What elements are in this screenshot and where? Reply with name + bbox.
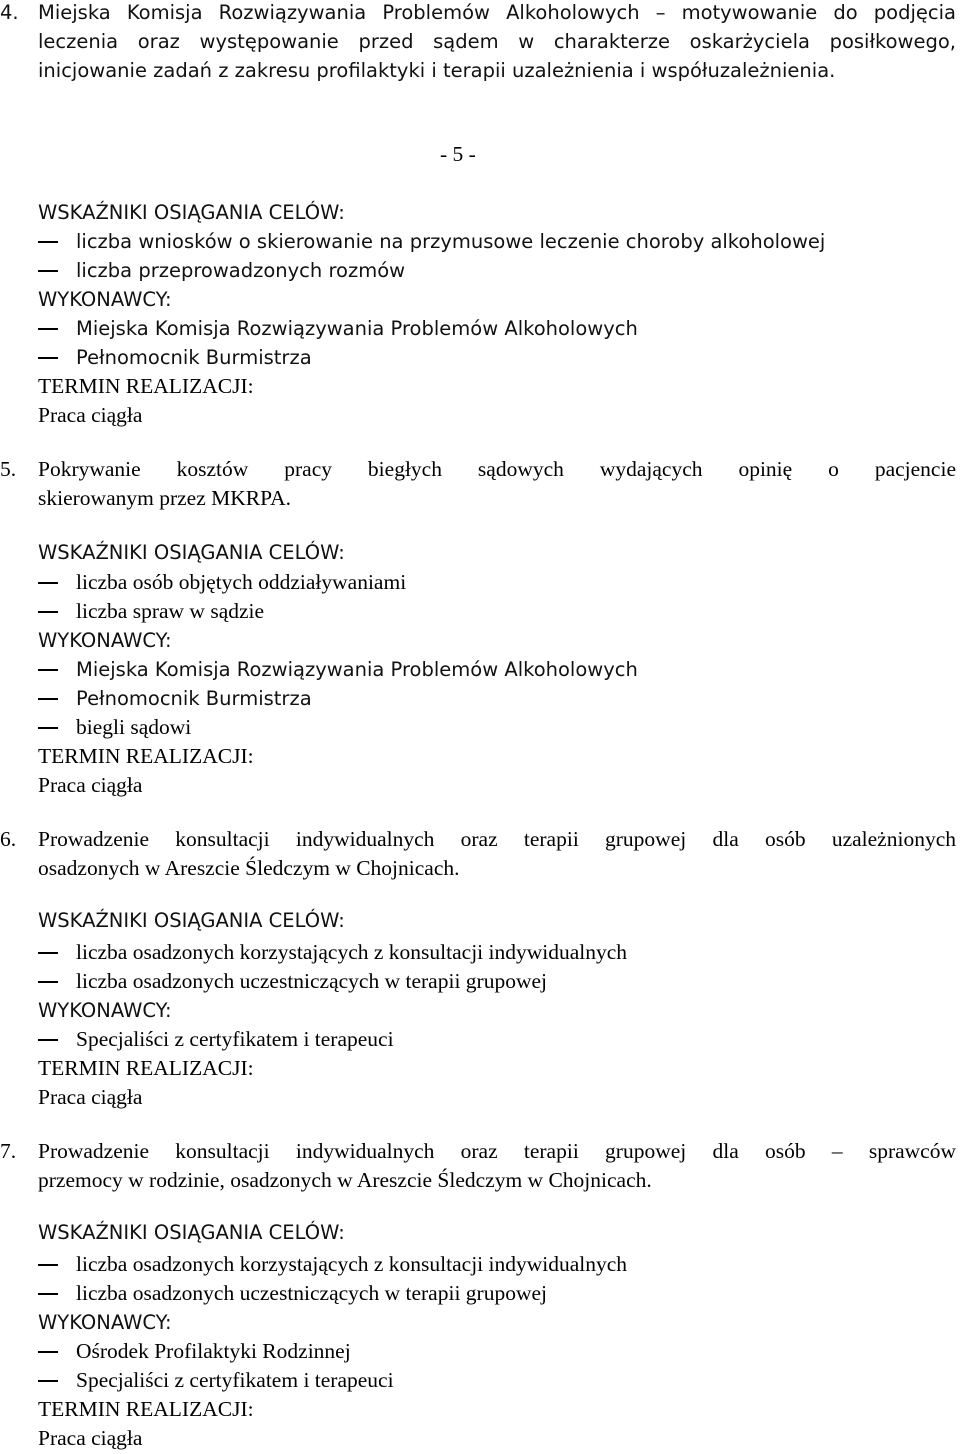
item-4-text-line-2: leczenia oraz występowanie przed sądem w charakterze oskarżyciela posiłkowego, — [38, 30, 956, 53]
item-6-text-line-2: osadzonych w Areszcie Śledczym w Chojnicach. — [38, 856, 460, 880]
indicators-heading: WSKAŹNIKI OSIĄGANIA CELÓW: — [38, 541, 345, 564]
bullet-dash — [38, 270, 58, 272]
deadline-heading: TERMIN REALIZACJI: — [38, 374, 254, 398]
item-6-number: 6. — [0, 827, 17, 851]
indicators-heading: WSKAŹNIKI OSIĄGANIA CELÓW: — [38, 201, 345, 224]
executor-item: Specjaliści z certyfikatem i terapeuci — [76, 1027, 394, 1051]
deadline-value: Praca ciągła — [38, 773, 143, 797]
indicator-item: liczba osadzonych uczestniczących w terapii grupowej — [76, 969, 547, 993]
item-7-text-line-2: przemocy w rodzinie, osadzonych w Areszcie Śledczym w Chojnicach. — [38, 1168, 652, 1192]
executors-heading: WYKONAWCY: — [38, 629, 172, 652]
indicator-item: liczba osób objętych oddziaływaniami — [76, 570, 407, 594]
deadline-value: Praca ciągła — [38, 403, 143, 427]
item-4-text-line-1: Miejska Komisja Rozwiązywania Problemów Alkoholowych – motywowanie do podjęcia — [38, 1, 956, 24]
executors-heading: WYKONAWCY: — [38, 288, 172, 311]
indicators-heading: WSKAŹNIKI OSIĄGANIA CELÓW: — [38, 909, 345, 932]
bullet-dash — [38, 1293, 58, 1295]
item-4-text-line-3: inicjowanie zadań z zakresu profilaktyki i terapii uzależnienia i współuzależnienia. — [38, 59, 836, 82]
indicator-item: liczba osadzonych uczestniczących w terapii grupowej — [76, 1281, 547, 1305]
executor-item: Miejska Komisja Rozwiązywania Problemów Alkoholowych — [76, 658, 638, 681]
bullet-dash — [38, 698, 58, 700]
bullet-dash — [38, 1264, 58, 1266]
deadline-value: Praca ciągła — [38, 1085, 143, 1109]
deadline-heading: TERMIN REALIZACJI: — [38, 1397, 254, 1421]
executor-item: Pełnomocnik Burmistrza — [76, 346, 312, 369]
deadline-heading: TERMIN REALIZACJI: — [38, 744, 254, 768]
item-7-number: 7. — [0, 1139, 17, 1163]
bullet-dash — [38, 582, 58, 584]
indicators-heading: WSKAŹNIKI OSIĄGANIA CELÓW: — [38, 1221, 345, 1244]
bullet-dash — [38, 1351, 58, 1353]
bullet-dash — [38, 241, 58, 243]
bullet-dash — [38, 981, 58, 983]
deadline-value: Praca ciągła — [38, 1426, 143, 1450]
item-6-text-line-1: Prowadzenie konsultacji indywidualnych oraz terapii grupowej dla osób uzależnionych — [38, 827, 956, 851]
item-5-text-line-1: Pokrywanie kosztów pracy biegłych sądowych wydających opinię o pacjencie — [38, 457, 956, 481]
indicator-item: liczba wniosków o skierowanie na przymusowe leczenie choroby alkoholowej — [76, 230, 826, 253]
executor-item: Pełnomocnik Burmistrza — [76, 687, 312, 710]
bullet-dash — [38, 328, 58, 330]
bullet-dash — [38, 1380, 58, 1382]
indicator-item: liczba przeprowadzonych rozmów — [76, 259, 406, 282]
executor-item: Specjaliści z certyfikatem i terapeuci — [76, 1368, 394, 1392]
executors-heading: WYKONAWCY: — [38, 999, 172, 1022]
bullet-dash — [38, 611, 58, 613]
executor-item: biegli sądowi — [76, 715, 192, 739]
item-5-text-line-2: skierowanym przez MKRPA. — [38, 486, 291, 510]
item-7-text-line-1: Prowadzenie konsultacji indywidualnych oraz terapii grupowej dla osób – sprawców — [38, 1139, 956, 1163]
page-number: - 5 - — [440, 142, 476, 166]
bullet-dash — [38, 669, 58, 671]
item-5-number: 5. — [0, 457, 17, 481]
bullet-dash — [38, 1039, 58, 1041]
indicator-item: liczba osadzonych korzystających z konsultacji indywidualnych — [76, 1252, 628, 1276]
executors-heading: WYKONAWCY: — [38, 1311, 172, 1334]
item-4-number: 4. — [0, 1, 19, 24]
bullet-dash — [38, 357, 58, 359]
indicator-item: liczba spraw w sądzie — [76, 599, 265, 623]
deadline-heading: TERMIN REALIZACJI: — [38, 1056, 254, 1080]
executor-item: Miejska Komisja Rozwiązywania Problemów Alkoholowych — [76, 317, 638, 340]
bullet-dash — [38, 952, 58, 954]
indicator-item: liczba osadzonych korzystających z konsultacji indywidualnych — [76, 940, 628, 964]
bullet-dash — [38, 727, 58, 729]
executor-item: Ośrodek Profilaktyki Rodzinnej — [76, 1339, 351, 1363]
